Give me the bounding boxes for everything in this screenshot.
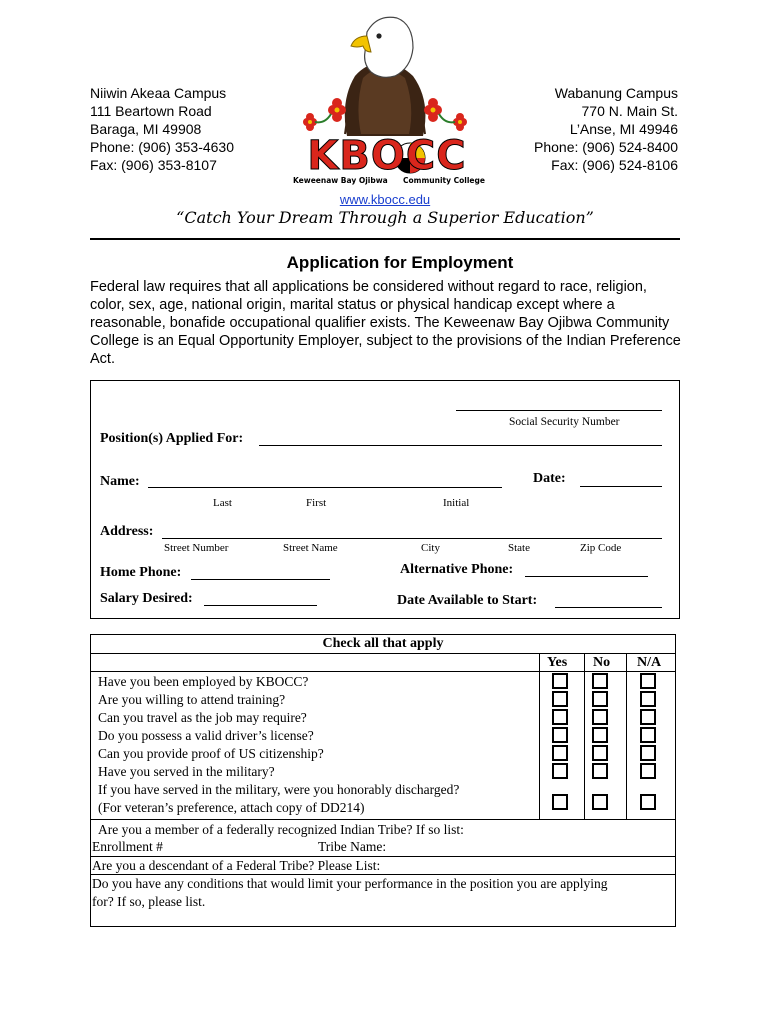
no-checkbox[interactable] xyxy=(592,763,608,779)
column-divider xyxy=(539,653,540,819)
address-field[interactable] xyxy=(162,538,662,539)
yes-checkbox[interactable] xyxy=(552,745,568,761)
question-item: Have you served in the military? xyxy=(98,764,275,779)
question-item: Do you possess a valid driver’s license? xyxy=(98,728,314,743)
salary-label: Salary Desired: xyxy=(100,591,193,606)
conditions-question-line: Do you have any conditions that would limit your performance in the position you are applying xyxy=(92,876,608,891)
left-campus-address xyxy=(90,84,234,174)
logo-caption-right: Community College xyxy=(403,176,485,185)
conditions-question xyxy=(92,875,608,911)
no-checkbox[interactable] xyxy=(592,727,608,743)
header-divider xyxy=(90,238,680,240)
date-field[interactable] xyxy=(580,486,662,487)
column-divider xyxy=(584,653,585,819)
tribe-question: Are you a member of a federally recognized Indian Tribe? If so list: xyxy=(98,822,464,837)
name-part-caption: Last xyxy=(213,497,232,509)
ssn-caption: Social Security Number xyxy=(509,416,620,428)
yes-checkbox[interactable] xyxy=(552,691,568,707)
ssn-field[interactable] xyxy=(456,410,662,411)
na-checkbox[interactable] xyxy=(640,673,656,689)
yes-checkbox[interactable] xyxy=(552,727,568,743)
intro-paragraph: Federal law requires that all applications be considered without regard to race, religion, color, sex, age, national origin, marital status or physical handicap except where a reasonable, bonafide occupational qualifier exists. The Keweenaw Bay Ojibwa Community College is an Equal Opportunity Employer, subject to the provisions of the Indian Preference Act. xyxy=(90,279,681,367)
address-part-caption: Street Name xyxy=(283,542,338,554)
yes-checkbox[interactable] xyxy=(552,709,568,725)
address-line: Phone: (906) 524-8400 xyxy=(534,139,678,155)
name-label: Name: xyxy=(100,474,140,489)
question-item: Can you travel as the job may require? xyxy=(98,710,307,725)
na-checkbox[interactable] xyxy=(640,745,656,761)
yes-column-checkboxes xyxy=(552,673,568,781)
column-header-yes: Yes xyxy=(547,655,568,670)
veteran-question-note: (For veteran’s preference, attach copy of DD214) xyxy=(98,800,365,815)
date-available-field[interactable] xyxy=(555,607,662,608)
table-divider xyxy=(90,819,676,820)
address-label: Address: xyxy=(100,524,154,539)
address-line: Baraga, MI 49908 xyxy=(90,121,202,137)
veteran-na-checkbox[interactable] xyxy=(640,794,656,810)
column-header-no: No xyxy=(593,655,611,670)
no-checkbox[interactable] xyxy=(592,709,608,725)
motto: “Catch Your Dream Through a Superior Education” xyxy=(176,208,594,227)
na-checkbox[interactable] xyxy=(640,763,656,779)
page-title: Application for Employment xyxy=(286,253,514,272)
no-checkbox[interactable] xyxy=(592,691,608,707)
alt-phone-label: Alternative Phone: xyxy=(400,562,514,577)
alt-phone-field[interactable] xyxy=(525,576,648,577)
kbocc-logo xyxy=(285,6,485,192)
website-row xyxy=(0,191,770,209)
address-part-caption: Zip Code xyxy=(580,542,622,554)
conditions-question-line: for? If so, please list. xyxy=(92,894,206,909)
na-checkbox[interactable] xyxy=(640,691,656,707)
yes-checkbox[interactable] xyxy=(552,763,568,779)
na-column-checkboxes xyxy=(640,673,656,781)
enrollment-label: Enrollment # xyxy=(92,839,163,854)
address-line: L’Anse, MI 49946 xyxy=(569,121,678,137)
table-divider xyxy=(90,653,676,654)
home-phone-field[interactable] xyxy=(191,579,330,580)
veteran-no-checkbox[interactable] xyxy=(592,794,608,810)
address-line: Phone: (906) 353-4630 xyxy=(90,139,234,155)
name-field[interactable] xyxy=(148,487,502,488)
address-line: Wabanung Campus xyxy=(554,85,678,101)
na-checkbox[interactable] xyxy=(640,709,656,725)
yes-checkbox[interactable] xyxy=(552,673,568,689)
column-divider xyxy=(626,653,627,819)
address-line: 111 Beartown Road xyxy=(90,103,212,119)
no-checkbox[interactable] xyxy=(592,673,608,689)
logo-text: KBOCC xyxy=(307,133,467,179)
home-phone-label: Home Phone: xyxy=(100,565,182,580)
name-part-caption: First xyxy=(306,497,327,509)
address-line: 770 N. Main St. xyxy=(581,103,678,119)
address-part-caption: State xyxy=(508,542,530,554)
salary-field[interactable] xyxy=(204,605,317,606)
address-line: Niiwin Akeaa Campus xyxy=(90,85,227,101)
column-header-na: N/A xyxy=(637,655,662,670)
logo-caption-left: Keweenaw Bay Ojibwa xyxy=(293,176,388,185)
checklist-heading: Check all that apply xyxy=(322,636,444,651)
na-checkbox[interactable] xyxy=(640,727,656,743)
address-line: Fax: (906) 524-8106 xyxy=(551,157,678,173)
address-line: Fax: (906) 353-8107 xyxy=(90,157,217,173)
tribe-name-label: Tribe Name: xyxy=(318,839,387,854)
name-part-caption: Initial xyxy=(443,497,470,509)
date-available-label: Date Available to Start: xyxy=(397,593,538,608)
website-link[interactable]: www.kbocc.edu xyxy=(339,192,431,207)
veteran-yes-checkbox[interactable] xyxy=(552,794,568,810)
address-part-caption: Street Number xyxy=(164,542,229,554)
table-divider xyxy=(90,671,676,672)
descendant-question: Are you a descendant of a Federal Tribe? Please List: xyxy=(92,858,381,873)
question-item: Can you provide proof of US citizenship? xyxy=(98,746,324,761)
question-item: Have you been employed by KBOCC? xyxy=(98,674,309,689)
no-checkbox[interactable] xyxy=(592,745,608,761)
position-field[interactable] xyxy=(259,445,662,446)
question-list xyxy=(98,673,459,817)
date-label: Date: xyxy=(533,471,566,486)
no-column-checkboxes xyxy=(592,673,608,781)
position-label: Position(s) Applied For: xyxy=(100,431,244,446)
veteran-question: If you have served in the military, were you honorably discharged? xyxy=(98,782,460,797)
address-part-caption: City xyxy=(421,542,440,554)
question-item: Are you willing to attend training? xyxy=(98,692,286,707)
right-campus-address xyxy=(478,84,678,174)
